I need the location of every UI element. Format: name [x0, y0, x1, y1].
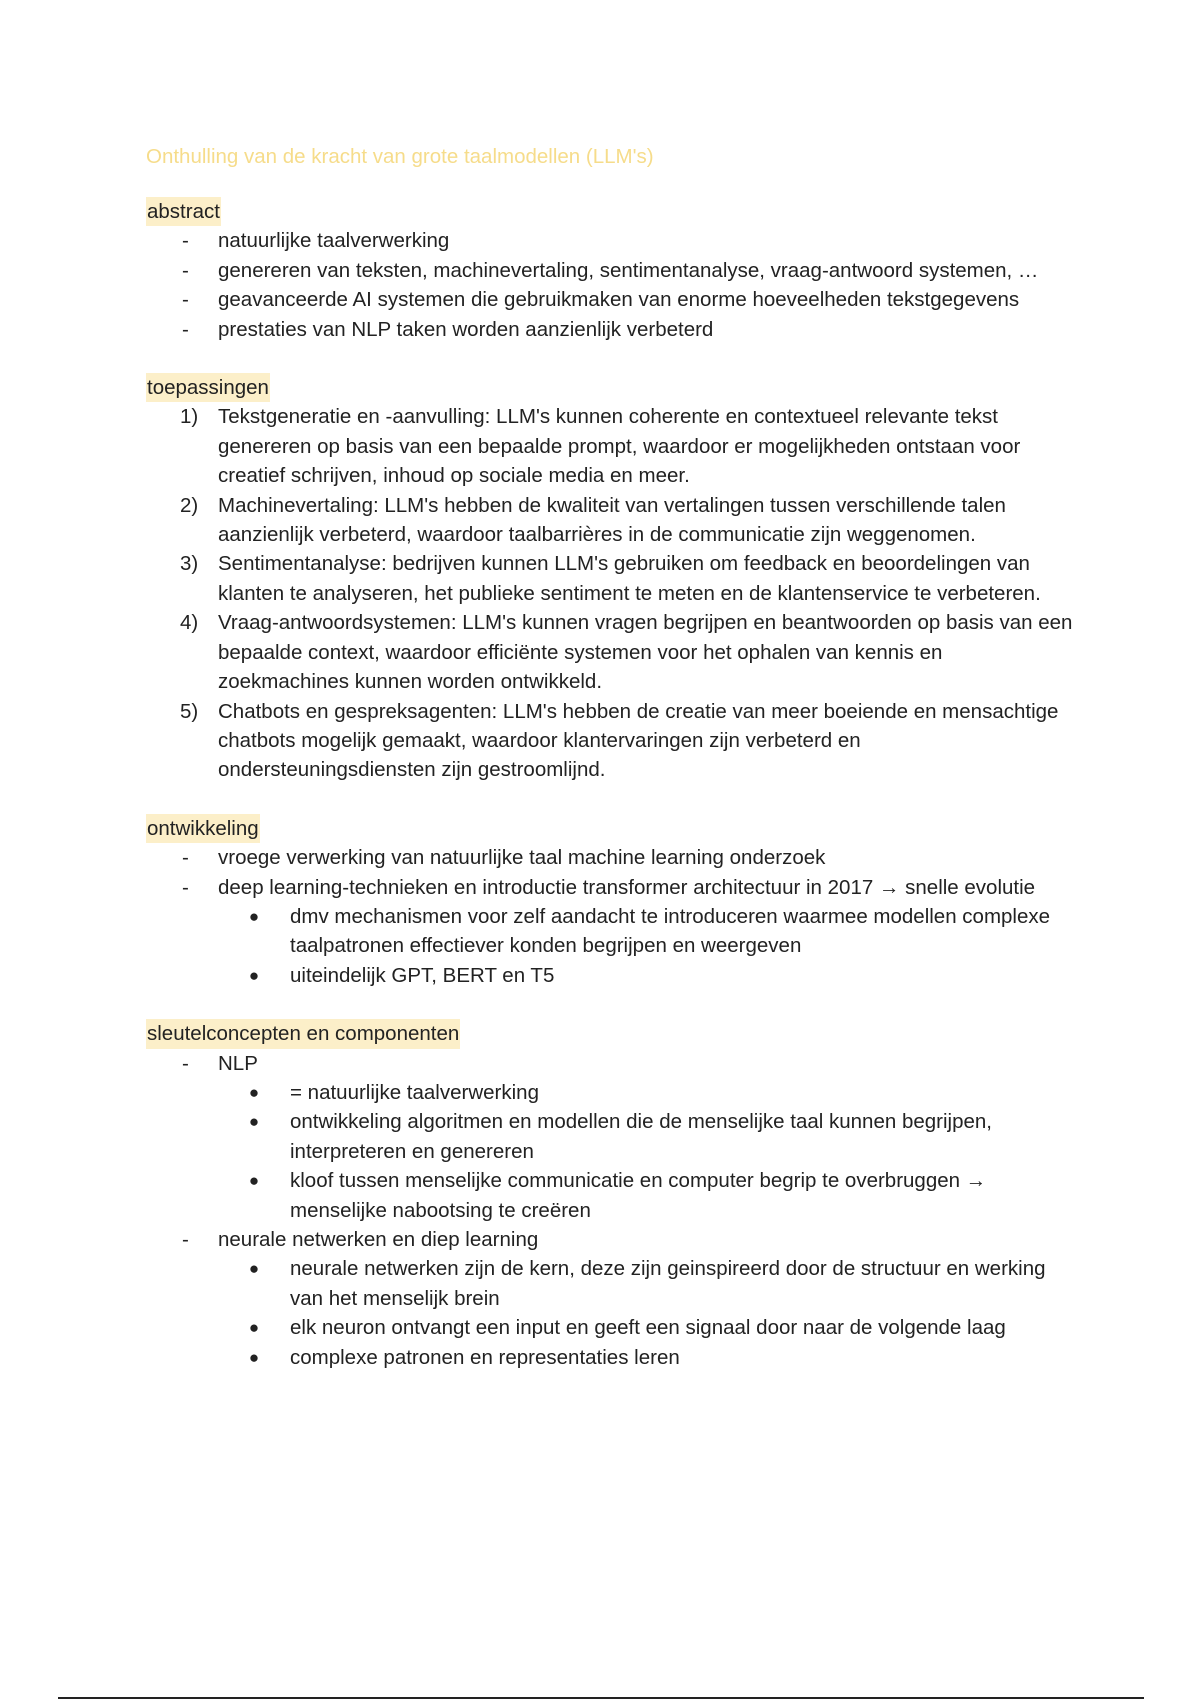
ontwikkeling-list	[146, 843, 1076, 990]
bullet-marker: ●	[248, 965, 260, 985]
list-item-text: kloof tussen menselijke communicatie en computer begrip te overbruggen → menselijke nabootsing te creëren	[290, 1169, 987, 1222]
list-item-text: elk neuron ontvangt een input en geeft een signaal door naar de volgende laag	[290, 1316, 1006, 1340]
number-marker: 5)	[180, 699, 199, 723]
list-item-text: NLP	[218, 1051, 258, 1075]
bullet-marker: ●	[248, 1112, 260, 1132]
page-bottom-rule	[58, 1697, 1144, 1699]
sub-list-item	[218, 1313, 1076, 1342]
bullet-marker: ●	[248, 906, 260, 926]
sleutelconcepten-list	[146, 1049, 1076, 1372]
bullet-marker: ●	[248, 1171, 260, 1191]
list-item-text: Sentimentanalyse: bedrijven kunnen LLM's gebruiken om feedback en beoordelingen van klanten te analyseren, het publieke sentiment te meten en de klantenservice te verbeteren.	[218, 552, 1041, 605]
toepassingen-list	[146, 402, 1076, 784]
section-heading-abstract: abstract	[146, 197, 221, 226]
list-item-text: = natuurlijke taalverwerking	[290, 1080, 539, 1104]
section-sleutelconcepten	[146, 1019, 1076, 1372]
bullet-marker: ●	[248, 1259, 260, 1279]
number-marker: 3)	[180, 552, 199, 576]
list-item-text: Vraag-antwoordsystemen: LLM's kunnen vragen begrijpen en beantwoorden op basis van een bepaalde context, waardoor efficiënte systemen voor het ophalen van kennis en zoekmachines kunnen worden ontwikkeld.	[218, 611, 1073, 694]
section-ontwikkeling	[146, 814, 1076, 990]
sub-list-item	[218, 902, 1076, 961]
list-item-text: deep learning-technieken en introductie transformer architectuur in 2017 → snelle evolutie	[218, 875, 1036, 899]
bullet-marker: ●	[248, 1082, 260, 1102]
sub-list-item	[218, 1343, 1076, 1372]
dash-marker: -	[182, 258, 189, 282]
list-item-text: complexe patronen en representaties leren	[290, 1345, 680, 1369]
numbered-item	[146, 608, 1076, 696]
dash-marker: -	[182, 317, 189, 341]
list-item-text: Tekstgeneratie en -aanvulling: LLM's kunnen coherente en contextueel relevante tekst genereren op basis van een bepaalde prompt, waardoor er mogelijkheden ontstaan voor creatief schrijven, inhoud op sociale media en meer.	[218, 405, 1021, 488]
list-item	[146, 1049, 1076, 1225]
ontwikkeling-sublist	[218, 902, 1076, 990]
list-item-text: Machinevertaling: LLM's hebben de kwaliteit van vertalingen tussen verschillende talen aanzienlijk verbeterd, waardoor taalbarrières in de communicatie zijn weggenomen.	[218, 493, 1006, 547]
document-title: Onthulling van de kracht van grote taalmodellen (LLM's)	[146, 145, 654, 168]
list-item	[146, 1225, 1076, 1372]
list-item	[146, 226, 1076, 255]
dash-marker: -	[182, 229, 189, 253]
list-item-text: neurale netwerken en diep learning	[218, 1228, 539, 1251]
numbered-item	[146, 491, 1076, 550]
list-item-text: ontwikkeling algoritmen en modellen die de menselijke taal kunnen begrijpen, interpreteren en genereren	[290, 1110, 992, 1163]
number-marker: 2)	[180, 493, 199, 517]
section-heading-ontwikkeling: ontwikkeling	[146, 814, 260, 843]
sub-list-item	[218, 1254, 1076, 1313]
neural-sublist	[218, 1254, 1076, 1372]
sub-list-item	[218, 1166, 1076, 1225]
list-item-text: Chatbots en gespreksagenten: LLM's hebben de creatie van meer boeiende en mensachtige chatbots mogelijk gemaakt, waardoor klantervaringen zijn verbeterd en ondersteuningsdiensten zijn gestroomlijnd.	[218, 699, 1059, 782]
document-page	[146, 142, 1076, 1401]
dash-marker: -	[182, 1228, 189, 1251]
section-abstract	[146, 197, 1076, 344]
dash-marker: -	[182, 875, 189, 899]
list-item-text: prestaties van NLP taken worden aanzienlijk verbeterd	[218, 317, 714, 341]
number-marker: 4)	[180, 611, 199, 635]
list-item-text: geavanceerde AI systemen die gebruikmaken van enorme hoeveelheden tekstgegevens	[218, 288, 1020, 312]
dash-marker: -	[182, 846, 189, 870]
list-item	[146, 843, 1076, 872]
dash-marker: -	[182, 288, 189, 312]
list-item-text: uiteindelijk GPT, BERT en T5	[290, 963, 555, 987]
sub-list-item	[218, 1107, 1076, 1166]
list-item-text: vroege verwerking van natuurlijke taal machine learning onderzoek	[218, 846, 826, 870]
list-item-text: genereren van teksten, machinevertaling, sentimentanalyse, vraag-antwoord systemen, …	[218, 258, 1039, 282]
bullet-marker: ●	[248, 1347, 260, 1367]
list-item	[146, 256, 1076, 285]
bullet-marker: ●	[248, 1318, 260, 1338]
list-item	[146, 285, 1076, 314]
number-marker: 1)	[180, 405, 199, 429]
section-heading-toepassingen: toepassingen	[146, 373, 270, 402]
section-heading-sleutelconcepten: sleutelconcepten en componenten	[146, 1019, 460, 1048]
list-item-text: dmv mechanismen voor zelf aandacht te introduceren waarmee modellen complexe taalpatronen effectiever konden begrijpen en weergeven	[290, 904, 1051, 958]
list-item	[146, 315, 1076, 344]
dash-marker: -	[182, 1051, 189, 1075]
numbered-item	[146, 697, 1076, 785]
list-item	[146, 873, 1076, 991]
abstract-list	[146, 226, 1076, 344]
nlp-sublist	[218, 1078, 1076, 1225]
numbered-item	[146, 549, 1076, 608]
numbered-item	[146, 402, 1076, 490]
list-item-text: natuurlijke taalverwerking	[218, 229, 450, 253]
list-item-text: neurale netwerken zijn de kern, deze zijn geinspireerd door de structuur en werking van het menselijk brein	[290, 1257, 1046, 1310]
section-toepassingen	[146, 373, 1076, 785]
sub-list-item	[218, 1078, 1076, 1107]
sub-list-item	[218, 961, 1076, 990]
